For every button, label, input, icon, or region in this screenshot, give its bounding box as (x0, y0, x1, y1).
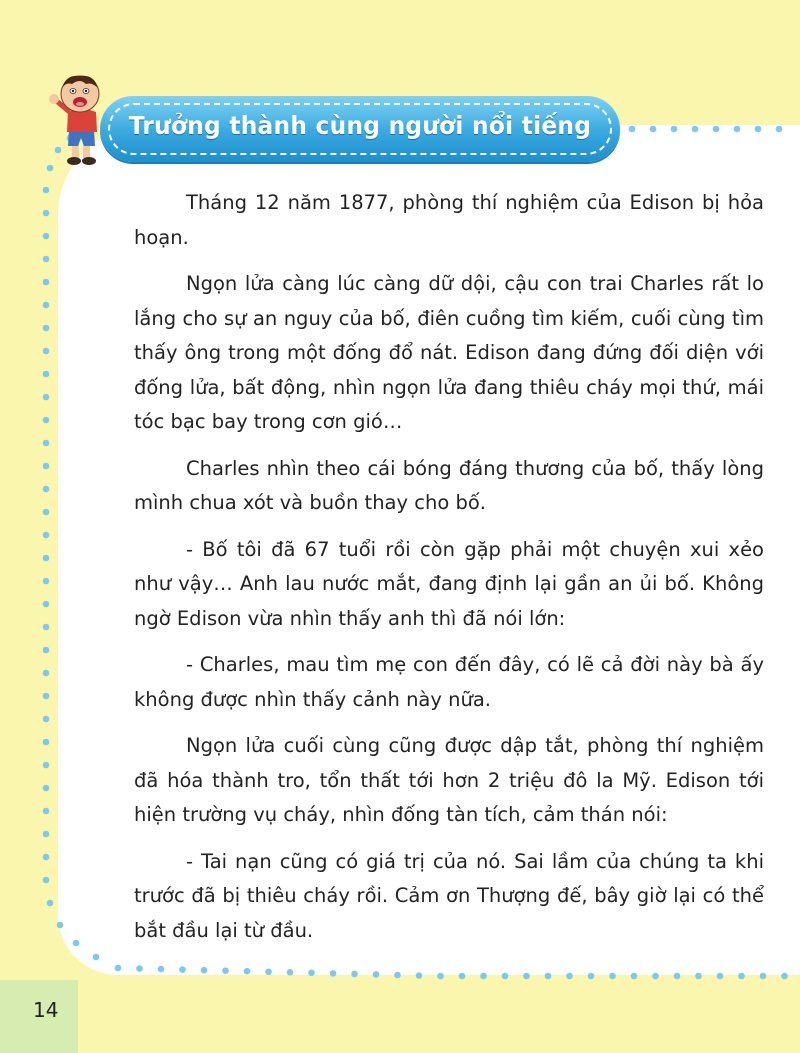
border-dot (43, 877, 50, 884)
border-dot (43, 233, 50, 240)
paragraph: Charles nhìn theo cái bóng đáng thương của bố, thấy lòng mình chua xót và buồn thay cho bố. (134, 456, 764, 514)
border-dot (43, 325, 50, 332)
border-dot (43, 417, 50, 424)
border-dot (43, 187, 50, 194)
border-dot (43, 509, 50, 516)
border-dot (43, 785, 50, 792)
border-dot (43, 601, 50, 608)
border-dot (43, 624, 50, 631)
border-dot (43, 578, 50, 585)
paragraph: Ngọn lửa cuối cùng cũng được dập tắt, phòng thí nghiệm đã hóa thành tro, tổn thất tới hơn 2 triệu đô la Mỹ. Edison tới hiện trường vụ cháy, nhìn đống tàn tích, cảm thán nói: (134, 734, 764, 826)
paragraph: - Bố tôi đã 67 tuổi rồi còn gặp phải một chuyện xui xẻo như vậy… Anh lau nước mắt, đang định lại gần an ủi bố. Không ngờ Edison vừa nhìn thấy anh thì đã nói lớn: (134, 537, 764, 630)
border-dot (43, 302, 50, 309)
border-dot (43, 210, 50, 217)
border-dot (43, 279, 50, 286)
title-banner (100, 96, 620, 162)
border-dot (43, 532, 50, 539)
story-text (134, 186, 764, 960)
page-title: Trưởng thành cùng người nổi tiếng (128, 111, 592, 140)
border-dot (43, 371, 50, 378)
border-dot (43, 808, 50, 815)
border-dot (43, 394, 50, 401)
border-dot (43, 854, 50, 861)
paragraph: - Charles, mau tìm mẹ con đến đây, có lẽ cả đời này bà ấy không được nhìn thấy cảnh này nữa. (134, 653, 764, 711)
border-dot (43, 463, 50, 470)
border-dot (43, 762, 50, 769)
border-dot (43, 348, 50, 355)
border-dot (43, 670, 50, 677)
border-dot (43, 256, 50, 263)
border-dot (43, 739, 50, 746)
border-dot (43, 716, 50, 723)
border-dot (43, 486, 50, 493)
paragraph: Ngọn lửa càng lúc càng dữ dội, cậu con trai Charles rất lo lắng cho sự an nguy của bố, điên cuồng tìm kiếm, cuối cùng tìm thấy ông trong một đống đổ nát. Edison đang đứng đối diện với đống lửa, bất động, nhìn ngọn lửa đang thiêu cháy mọi thứ, mái tóc bạc bay trong cơn gió… (134, 272, 764, 433)
paragraph: Tháng 12 năm 1877, phòng thí nghiệm của Edison bị hỏa hoạn. (134, 191, 764, 249)
border-dot (47, 900, 54, 907)
border-dot (43, 440, 50, 447)
border-dot (43, 647, 50, 654)
border-dot (43, 555, 50, 562)
page-number: 14 (33, 998, 59, 1022)
border-dot (43, 693, 50, 700)
border-dot (43, 831, 50, 838)
paragraph: - Tai nạn cũng có giá trị của nó. Sai lầm của chúng ta khi trước đã bị thiêu cháy rồi. Cảm ơn Thượng đế, bây giờ lại có thể bắt đầu lại từ đầu. (134, 849, 764, 942)
